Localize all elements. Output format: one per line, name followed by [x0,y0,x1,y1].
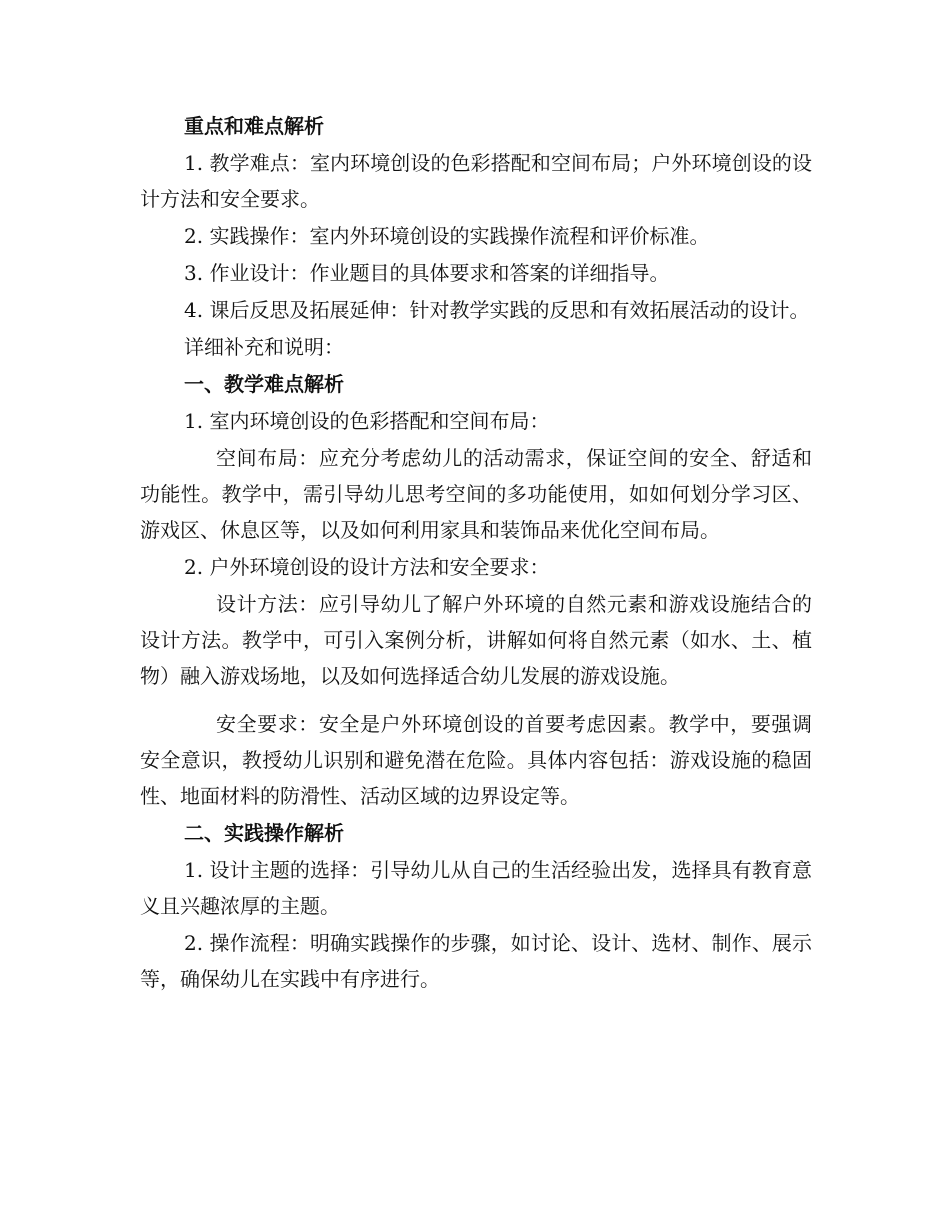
body-paragraph: 安全要求：安全是户外环境创设的首要考虑因素。教学中，要强调安全意识，教授幼儿识别和避免潜在危险。具体内容包括：游戏设施的稳固性、地面材料的防滑性、活动区域的边界设定等。 [140,712,812,808]
list-item: 1. 教学难点：室内环境创设的色彩搭配和空间布局；户外环境创设的设计方法和安全要求。 [140,151,812,211]
section-heading-teaching-difficulties: 一、教学难点解析 [184,372,344,396]
supplement-label: 详细补充和说明： [184,335,344,359]
body-paragraph: 设计方法：应引导幼儿了解户外环境的自然元素和游戏设施结合的设计方法。教学中，可引入案例分析，讲解如何将自然元素（如水、土、植物）融入游戏场地，以及如何选择适合幼儿发展的游戏设施。 [140,592,812,688]
document-body [140,108,812,998]
list-item: 1. 设计主题的选择：引导幼儿从自己的生活经验出发，选择具有教育意义且兴趣浓厚的主题。 [140,858,812,918]
list-item: 1. 室内环境创设的色彩搭配和空间布局： [184,409,550,433]
section-heading-key-points: 重点和难点解析 [184,114,324,138]
list-item: 2. 操作流程：明确实践操作的步骤，如讨论、设计、选材、制作、展示等，确保幼儿在实践中有序进行。 [140,931,812,991]
body-paragraph: 空间布局：应充分考虑幼儿的活动需求，保证空间的安全、舒适和功能性。教学中，需引导幼儿思考空间的多功能使用，如如何划分学习区、游戏区、休息区等，以及如何利用家具和装饰品来优化空间布局。 [140,446,812,542]
list-item: 2. 实践操作：室内外环境创设的实践操作流程和评价标准。 [184,224,710,248]
list-item: 2. 户外环境创设的设计方法和安全要求： [184,555,550,579]
list-item: 3. 作业设计：作业题目的具体要求和答案的详细指导。 [184,261,670,285]
list-item: 4. 课后反思及拓展延伸：针对教学实践的反思和有效拓展活动的设计。 [184,298,810,322]
section-heading-practice: 二、实践操作解析 [184,821,344,845]
